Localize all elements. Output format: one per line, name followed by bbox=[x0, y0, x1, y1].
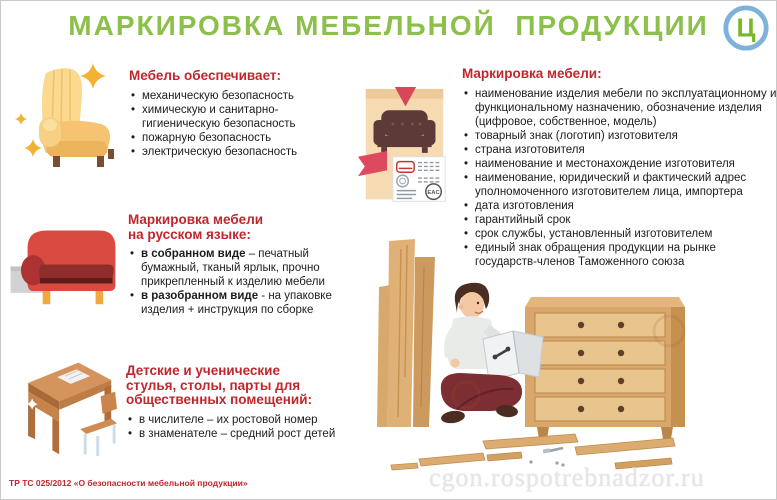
section-heading: Маркировка мебели: bbox=[462, 66, 602, 81]
cgon-logo-icon bbox=[722, 4, 770, 52]
bullet-item: • в числителе – их ростовой номер bbox=[126, 413, 341, 427]
bullet-item: • дата изготовления bbox=[462, 199, 777, 213]
bullet-item: • единый знак обращения продукции на рынке государств-членов Таможенного союза bbox=[462, 241, 777, 269]
section-heading: Маркировка мебели на русском языке: bbox=[128, 212, 264, 242]
bullet-item: • наименование и местонахождение изготовителя bbox=[462, 157, 777, 171]
watermark-url: cgon.rospotrebnadzor.ru bbox=[429, 463, 705, 492]
armchair-icon bbox=[13, 61, 119, 167]
bullet-list bbox=[128, 247, 340, 317]
bullet-item: • наименование изделия мебели по эксплуатационному и функциональному назначению, обозначение изделия (цифровое, собственное, модель) bbox=[462, 87, 777, 129]
bullet-item: • товарный знак (логотип) изготовителя bbox=[462, 129, 777, 143]
logo-letter: Ц bbox=[736, 14, 756, 43]
bullet-item: • в разобранном виде - на упаковке изделия + инструкция по сборке bbox=[128, 289, 340, 317]
bullet-item: • пожарную безопасность bbox=[129, 131, 344, 145]
bullet-item: • гарантийный срок bbox=[462, 213, 777, 227]
bullet-item: • в собранном виде – печатный бумажный, тканый ярлык, прочно прикрепленный к изделию мебели bbox=[128, 247, 340, 289]
section-children-furniture bbox=[9, 353, 341, 461]
bullet-item: • в знаменателе – средний рост детей bbox=[126, 427, 341, 441]
bullet-item: • электрическую безопасность bbox=[129, 145, 344, 159]
page-title: МАРКИРОВКА МЕБЕЛЬНОЙ ПРОДУКЦИИ bbox=[68, 10, 709, 41]
school-desk-icon bbox=[9, 353, 117, 461]
section-heading: Детские и ученические стулья, столы, парты для общественных помещений: bbox=[126, 363, 313, 408]
package-box-icon bbox=[358, 63, 450, 205]
bullet-item: • механическую безопасность bbox=[129, 89, 344, 103]
section-marking-list bbox=[358, 63, 777, 269]
bullet-list bbox=[129, 89, 344, 159]
bullet-item: • химическую и санитарно-гигиеническую безопасность bbox=[129, 103, 344, 131]
bullet-item: • срок службы, установленный изготовителем bbox=[462, 227, 777, 241]
bullet-item: • наименование, юридический и фактический адрес уполномоченного изготовителем лица, импортера bbox=[462, 171, 777, 199]
regulation-note: ТР ТС 025/2012 «О безопасности мебельной продукции» bbox=[9, 478, 248, 488]
sofa-icon bbox=[6, 223, 120, 308]
bullet-list bbox=[462, 87, 777, 269]
section-furniture-provides bbox=[13, 61, 344, 167]
eac-mark: EAC bbox=[427, 190, 440, 197]
bullet-list bbox=[126, 413, 341, 441]
bullet-item: • страна изготовителя bbox=[462, 143, 777, 157]
section-heading: Мебель обеспечивает: bbox=[129, 68, 282, 83]
section-russian-marking bbox=[6, 213, 340, 317]
